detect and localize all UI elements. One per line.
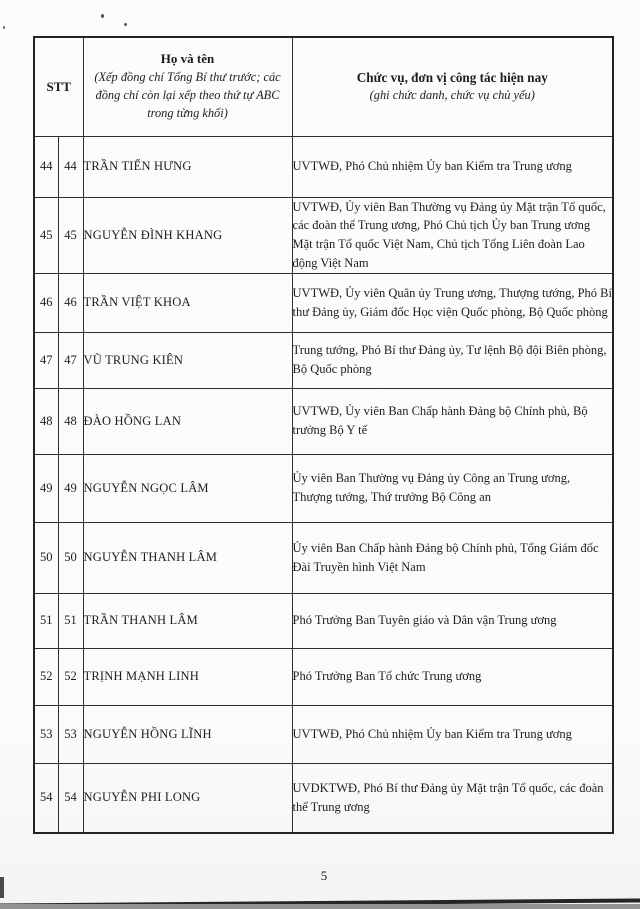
table-row xyxy=(34,454,613,522)
position-cell: Ủy viên Ban Chấp hành Đảng bộ Chính phủ, Tổng Giám đốc Đài Truyền hình Việt Nam xyxy=(292,522,613,593)
header-position xyxy=(292,37,613,136)
table-row xyxy=(34,273,613,332)
table-row xyxy=(34,705,613,763)
scan-edge-artifact xyxy=(0,877,4,898)
name-cell: TRẦN TIẾN HƯNG xyxy=(83,136,292,197)
stt-secondary-cell: 54 xyxy=(58,763,83,833)
table-row xyxy=(34,648,613,705)
name-cell: TRỊNH MẠNH LINH xyxy=(83,648,292,705)
scan-speck xyxy=(101,14,104,18)
table-body xyxy=(34,136,613,833)
stt-secondary-cell: 47 xyxy=(58,332,83,388)
position-cell: UVTWĐ, Phó Chủ nhiệm Ủy ban Kiểm tra Trung ương xyxy=(292,705,613,763)
name-cell: TRẦN THANH LÂM xyxy=(83,593,292,648)
name-cell: NGUYỄN PHI LONG xyxy=(83,763,292,833)
stt-cell: 49 xyxy=(34,454,58,522)
name-cell: NGUYỄN THANH LÂM xyxy=(83,522,292,593)
header-stt-label: STT xyxy=(46,78,72,94)
position-cell: UVTWĐ, Ủy viên Ban Chấp hành Đảng bộ Chính phủ, Bộ trưởng Bộ Y tế xyxy=(292,388,613,454)
table-row xyxy=(34,136,613,197)
table-row xyxy=(34,332,613,388)
stt-secondary-cell: 45 xyxy=(58,197,83,273)
stt-secondary-cell: 52 xyxy=(58,648,83,705)
page-number: 5 xyxy=(320,868,328,883)
position-cell: Phó Trưởng Ban Tổ chức Trung ương xyxy=(292,648,613,705)
table-row xyxy=(34,197,613,273)
stt-cell: 50 xyxy=(34,522,58,593)
stt-cell: 45 xyxy=(34,197,58,273)
position-cell: Trung tướng, Phó Bí thư Đảng ủy, Tư lệnh Bộ đội Biên phòng, Bộ Quốc phòng xyxy=(292,332,613,388)
header-name xyxy=(83,37,292,136)
table-row xyxy=(34,593,613,648)
name-cell: VŨ TRUNG KIÊN xyxy=(83,332,292,388)
position-cell: UVDKTWĐ, Phó Bí thư Đảng ủy Mặt trận Tổ quốc, các đoàn thể Trung ương xyxy=(292,763,613,833)
stt-cell: 52 xyxy=(34,648,58,705)
stt-secondary-cell: 44 xyxy=(58,136,83,197)
header-position-note: (ghi chức danh, chức vụ chủ yếu) xyxy=(369,88,535,103)
header-stt xyxy=(34,37,83,136)
scan-speck xyxy=(3,26,5,29)
header-name-note: (Xếp đồng chí Tổng Bí thư trước; các đồng chí còn lại xếp theo thứ tự ABC trong từng khối) xyxy=(94,70,281,120)
stt-cell: 51 xyxy=(34,593,58,648)
stt-cell: 46 xyxy=(34,273,58,332)
position-cell: UVTWĐ, Phó Chủ nhiệm Ủy ban Kiểm tra Trung ương xyxy=(292,136,613,197)
table-row xyxy=(34,763,613,833)
table-row xyxy=(34,522,613,593)
name-cell: TRẦN VIỆT KHOA xyxy=(83,273,292,332)
stt-cell: 54 xyxy=(34,763,58,833)
name-cell: NGUYỄN HỒNG LĨNH xyxy=(83,705,292,763)
personnel-table xyxy=(33,36,614,834)
scan-speck xyxy=(124,23,127,26)
stt-secondary-cell: 51 xyxy=(58,593,83,648)
name-cell: NGUYỄN NGỌC LÂM xyxy=(83,454,292,522)
stt-secondary-cell: 50 xyxy=(58,522,83,593)
position-cell: Ủy viên Ban Thường vụ Đảng ủy Công an Trung ương, Thượng tướng, Thứ trưởng Bộ Công an xyxy=(292,454,613,522)
stt-cell: 44 xyxy=(34,136,58,197)
header-position-title: Chức vụ, đơn vị công tác hiện nay xyxy=(356,69,548,85)
table-header-row xyxy=(34,37,613,136)
stt-cell: 48 xyxy=(34,388,58,454)
name-cell: ĐÀO HỒNG LAN xyxy=(83,388,292,454)
stt-cell: 47 xyxy=(34,332,58,388)
stt-secondary-cell: 46 xyxy=(58,273,83,332)
header-name-title: Họ và tên xyxy=(160,51,215,67)
stt-secondary-cell: 53 xyxy=(58,705,83,763)
name-cell: NGUYỄN ĐÌNH KHANG xyxy=(83,197,292,273)
scan-bottom-background xyxy=(0,904,640,909)
position-cell: UVTWĐ, Ủy viên Quân ủy Trung ương, Thượng tướng, Phó Bí thư Đảng ủy, Giám đốc Học viện Quốc phòng, Bộ Quốc phòng xyxy=(292,273,613,332)
stt-cell: 53 xyxy=(34,705,58,763)
table-row xyxy=(34,388,613,454)
position-cell: UVTWĐ, Ủy viên Ban Thường vụ Đảng ủy Mặt trận Tổ quốc, các đoàn thể Trung ương, Phó Chủ tịch Ủy ban Trung ương Mặt trận Tổ quốc Việt Nam, Chủ tịch Tổng Liên đoàn Lao động Việt Nam xyxy=(292,197,613,273)
stt-secondary-cell: 49 xyxy=(58,454,83,522)
stt-secondary-cell: 48 xyxy=(58,388,83,454)
position-cell: Phó Trưởng Ban Tuyên giáo và Dân vận Trung ương xyxy=(292,593,613,648)
